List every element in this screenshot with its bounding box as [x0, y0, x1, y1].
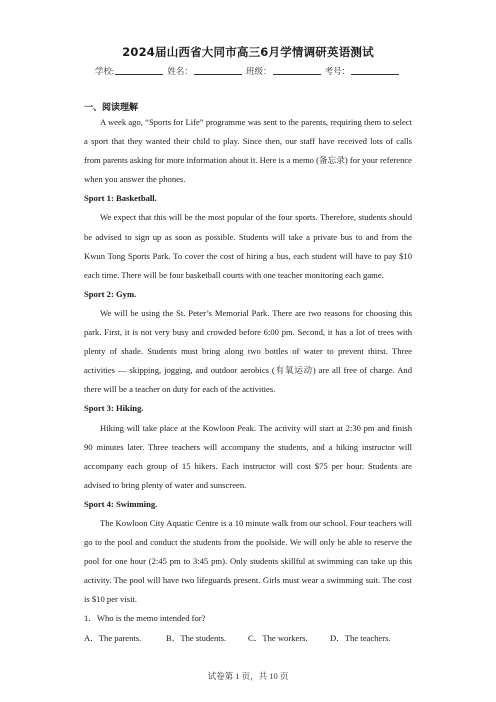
- sport-heading: Sport 4: Swimming.: [84, 498, 158, 509]
- sport-paragraph: Hiking will take place at the Kowloon Peak. The activity will start at 2:30 pm and finish 90 minutes later. Three teachers will accompany the students, and a hiking instructor will accompany each group of 15 hikers. Each instructor will cost $75 per hour. Students are advised to bring plenty of water and sunscreen.: [84, 422, 412, 490]
- intro-paragraph: A week ago, “Sports for Life” programme was sent to the parents, requiring them to select a sport that they wanted their child to play. Since then, our staff have received lots of calls from parents asking for more information about it. Here is a memo (备忘录) for your reference when you answer the phones.: [84, 117, 412, 185]
- sport-heading: Sport 3: Hiking.: [84, 403, 144, 414]
- student-info-line: [0, 65, 496, 77]
- option-b[interactable]: B．The students.: [166, 632, 227, 643]
- page-title: 2024届山西省大同市高三6月学情调研英语测试: [122, 45, 374, 59]
- sport-paragraph: We will be using the St. Peter’s Memorial Park. There are two reasons for choosing this park. First, it is not very busy and crowded before 6:00 pm. Second, it has a lot of trees with plenty of shade. Students must bring along two bottles of water to prevent thirst. Three activities — skipping, jogging, and outdoor aerobics (有氧运动) are all free of charge. And there will be a teacher on duty for each of the activities.: [84, 307, 412, 395]
- id-blank[interactable]: [351, 74, 399, 75]
- option-d[interactable]: D．The teachers.: [330, 632, 391, 643]
- section-heading: 一、阅读理解: [84, 103, 139, 113]
- sport-paragraph: We expect that this will be the most popular of the four sports. Therefore, students should be advised to sign up as soon as possible. Students will take a private bus to and from the Kwun Tong Sports Park. To cover the cost of hiring a bus, each student will have to pay $10 each time. There will be four basketball courts with one teacher monitoring each game.: [84, 212, 412, 280]
- passage: [84, 113, 412, 648]
- class-label: 班级：: [245, 66, 272, 76]
- option-a[interactable]: A．The parents.: [84, 632, 142, 643]
- school-blank[interactable]: [115, 74, 163, 75]
- class-blank[interactable]: [273, 74, 321, 75]
- page-footer: 试卷第 1 页，共 10 页: [207, 671, 289, 681]
- sport-heading: Sport 2: Gym.: [84, 288, 137, 299]
- sport-paragraph: The Kowloon City Aquatic Centre is a 10 minute walk from our school. Four teachers will go to the pool and conduct the students from the poolside. We will only be able to reserve the pool for one hour (2:45 pm to 3:45 pm). Only students skillful at swimming can take up this activity. The pool will have two lifeguards present. Girls must wear a swimming suit. The cost is $10 per visit.: [84, 517, 412, 605]
- sport-heading: Sport 1: Basketball.: [84, 193, 157, 204]
- name-blank[interactable]: [194, 74, 242, 75]
- question-options: [84, 629, 412, 648]
- name-label: 姓名：: [167, 66, 193, 76]
- question-text: 1．Who is the memo intended for?: [84, 613, 206, 624]
- school-label: 学校:: [94, 66, 115, 76]
- option-c[interactable]: C．The workers.: [248, 632, 308, 643]
- id-label: 考号：: [324, 66, 351, 76]
